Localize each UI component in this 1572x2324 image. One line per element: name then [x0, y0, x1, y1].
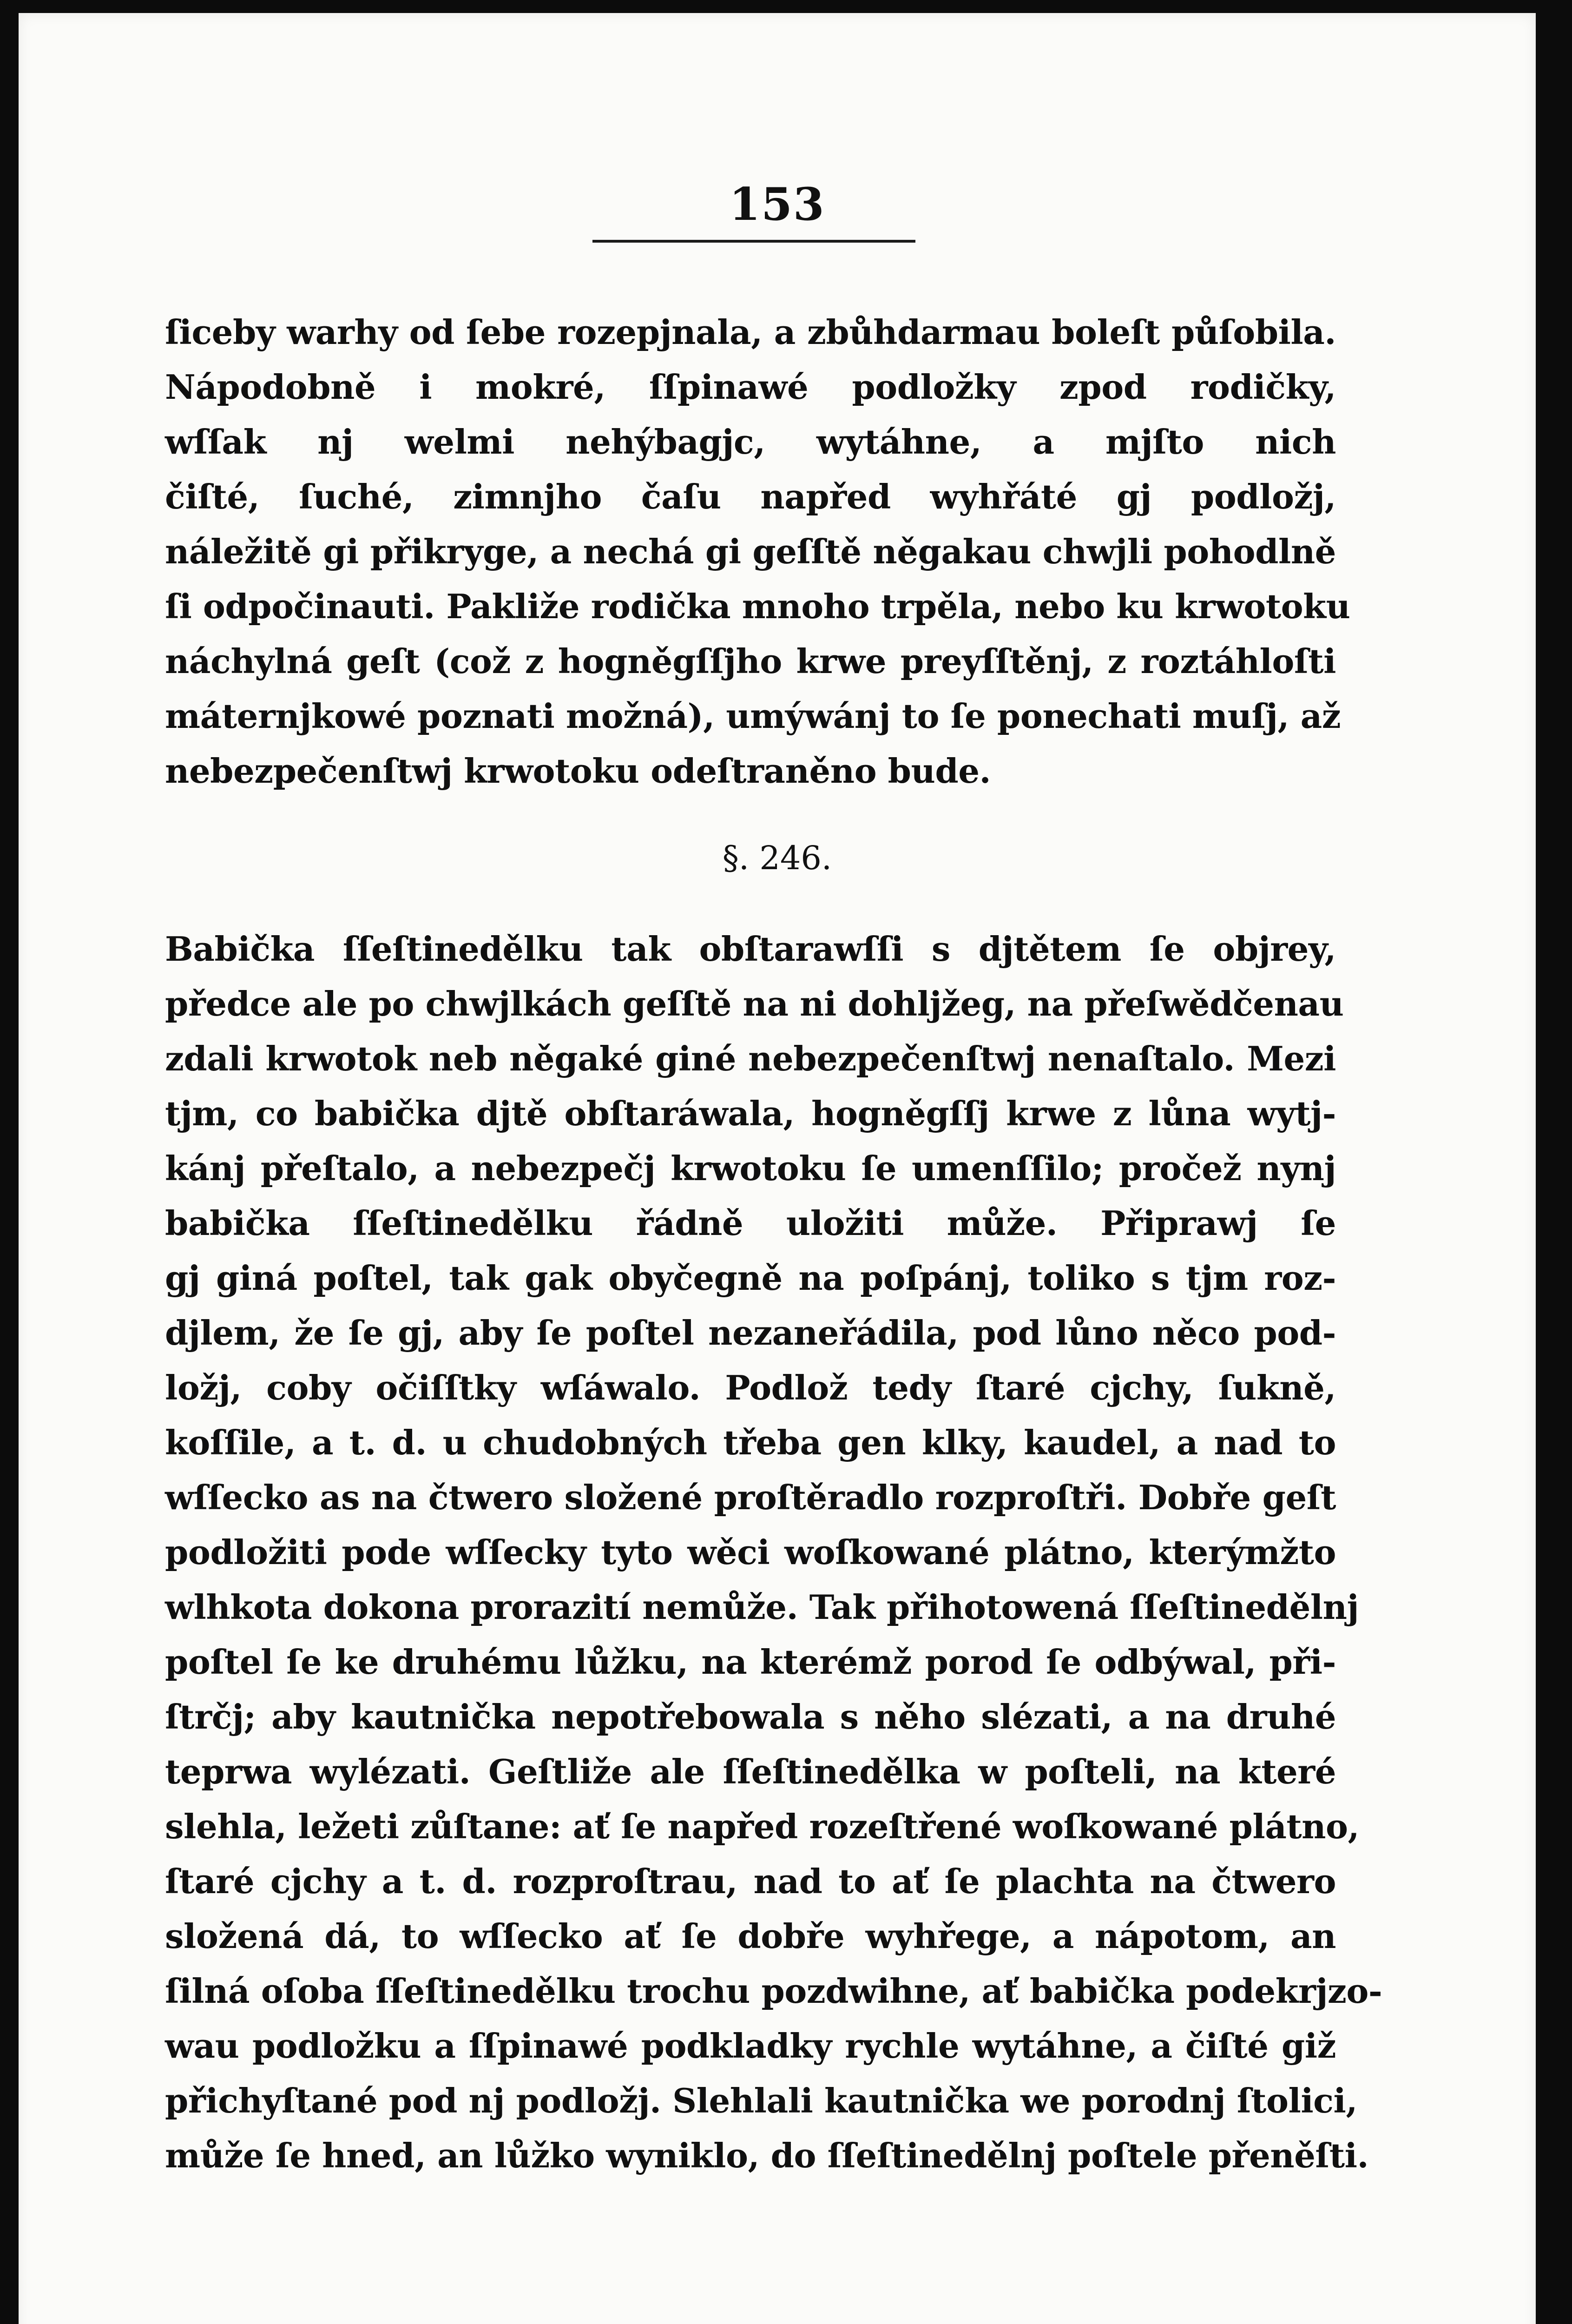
text-line: přichyſtané pod nj podložj. Slehlali kautnička we porodnj ſtolici,	[165, 2081, 1357, 2120]
text-line: wau podložku a ſſpinawé podkladky rychle wytáhne, a čiſté giž	[165, 2026, 1336, 2066]
text-line: ſtrčj; aby kautnička nepotřebowala s něho slézati, a na druhé	[165, 1697, 1336, 1736]
paragraph-2	[165, 922, 1382, 2183]
text-line: Nápodobně i mokré, ſſpinawé podložky zpod rodičky,	[165, 367, 1336, 407]
text-line: předce ale po chwjlkách geſſtě na ni dohljžeg, na přeſwědčenau	[165, 984, 1344, 1023]
text-line: náležitě gi přikryge, a nechá gi geſſtě něgakau chwjli pohodlně	[165, 532, 1336, 571]
text-line: teprwa wylézati. Geſtliže ale ſſeſtinedělka w poſteli, na které	[165, 1752, 1336, 1791]
text-line: ložj, coby očiſſtky wſáwalo. Podlož tedy ſtaré cjchy, ſukně,	[165, 1368, 1336, 1407]
text-line: koſſile, a t. d. u chudobných třeba gen klky, kaudel, a nad to	[165, 1423, 1336, 1462]
text-line: zdali krwotok neb něgaké giné nebezpečenſtwj nenaſtalo. Mezi	[165, 1039, 1336, 1078]
header-rule	[592, 240, 915, 243]
text-line: kánj přeſtalo, a nebezpečj krwotoku ſe umenſſilo; pročež nynj	[165, 1149, 1336, 1188]
text-line: Babička ſſeſtinedělku tak obſtarawſſi s djtětem ſe objrey,	[165, 929, 1336, 969]
book-page	[19, 13, 1536, 2324]
text-line: náchylná geſt (což z hogněgſſjho krwe preyſſtěnj, z roztáhloſti	[165, 641, 1336, 681]
text-line: může ſe hned, an lůžko wyniklo, do ſſeſtinedělnj poſtele přeněſti.	[165, 2136, 1369, 2175]
text-line: nebezpečenſtwj krwotoku odeſtraněno bude.	[165, 751, 991, 791]
text-line: slehla, ležeti zůſtane: ať ſe napřed rozeſtřené woſkowané plátno,	[165, 1807, 1360, 1846]
text-line: wſſecko as na čtwero složené proſtěradlo rozproſtři. Dobře geſt	[165, 1478, 1336, 1517]
text-line: máternjkowé poznati možná), umýwánj to ſe ponechati muſj, až	[165, 696, 1341, 736]
text-line: ſilná oſoba ſſeſtinedělku trochu pozdwihne, ať babička podekrjzo-	[165, 1971, 1382, 2011]
text-line: babička ſſeſtinedělku řádně uložiti může. Připrawj ſe	[165, 1203, 1336, 1243]
paragraph-1	[165, 305, 1350, 799]
text-line: poſtel ſe ke druhému lůžku, na kterémž porod ſe odbýwal, při-	[165, 1642, 1336, 1682]
text-line: složená dá, to wſſecko ať ſe dobře wyhřege, a nápotom, an	[165, 1916, 1336, 1956]
text-line: ſi odpočinauti. Pakliže rodička mnoho trpěla, nebo ku krwotoku	[165, 587, 1350, 626]
text-line: ſtaré cjchy a t. d. rozproſtrau, nad to ať ſe plachta na čtwero	[165, 1862, 1336, 1901]
text-line: wſſak nj welmi nehýbagjc, wytáhne, a mjſto nich	[165, 422, 1336, 462]
page-number: 153	[729, 178, 825, 231]
text-line: gj giná poſtel, tak gak obyčegně na poſpánj, toliko s tjm roz-	[165, 1258, 1336, 1298]
text-line: čiſté, ſuché, zimnjho čaſu napřed wyhřáté gj podložj,	[165, 477, 1336, 516]
text-line: djlem, že ſe gj, aby ſe poſtel nezaneřádila, pod lůno něco pod-	[165, 1313, 1336, 1353]
text-line: tjm, co babička djtě obſtaráwala, hogněgſſj krwe z lůna wytj-	[165, 1094, 1336, 1133]
text-line: wlhkota dokona prorazití nemůže. Tak přihotowená ſſeſtinedělnj	[165, 1587, 1359, 1627]
text-line: ſiceby warhy od ſebe rozepjnala, a zbůhdarmau boleſt půſobila.	[165, 312, 1336, 352]
text-line: podložiti pode wſſecky tyto wěci woſkowané plátno, kterýmžto	[165, 1532, 1336, 1572]
section-heading: §. 246.	[722, 839, 832, 877]
